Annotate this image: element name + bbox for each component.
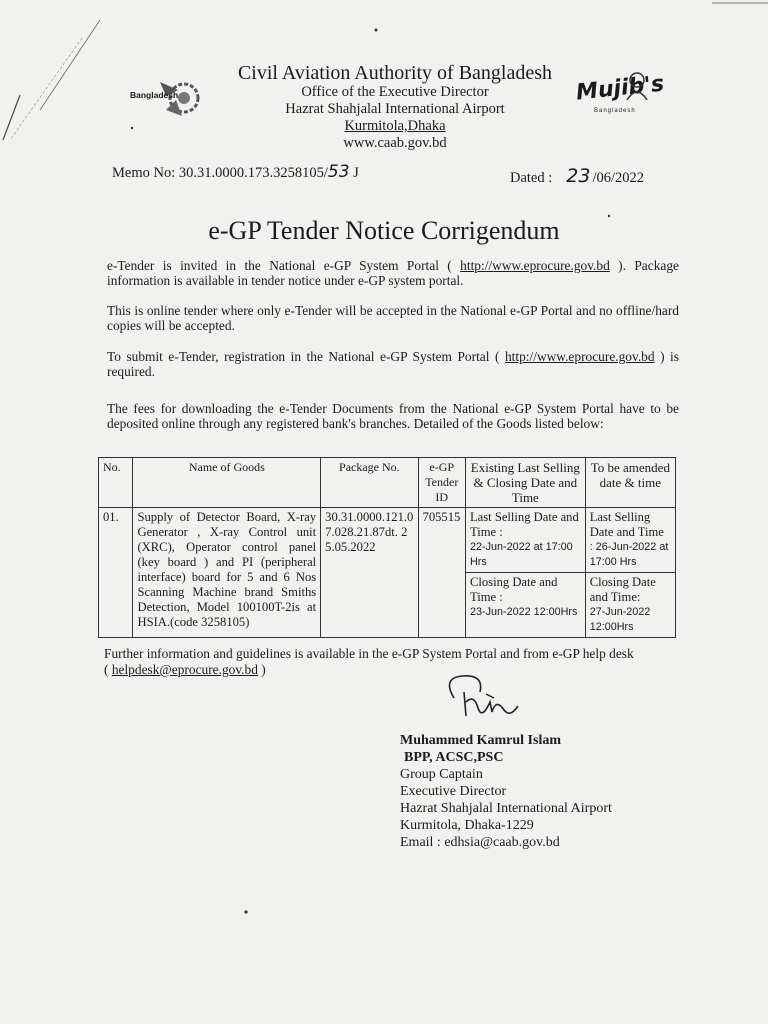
portal-link-2[interactable]: http://www.eprocure.gov.bd [504, 349, 655, 364]
cell-existing-selling [465, 508, 585, 573]
signer-credentials: BPP, ACSC,PSC [404, 750, 504, 765]
existing-closing-label: Closing Date and Time : [469, 575, 558, 604]
cell-no: 01. [99, 508, 133, 638]
airport-name: Hazrat Shahjalal International Airport [285, 101, 505, 117]
signer-position: Executive Director [400, 784, 507, 799]
amended-selling-label: Last Selling Date and Time [589, 510, 664, 539]
p1-text-a: e-Tender is invited in the National e-GP System Portal ( [107, 258, 452, 273]
table-header-row [99, 458, 676, 508]
paragraph-fees: The fees for downloading the e-Tender Documents from the National e-GP System Portal have to be deposited online through any registered bank's branches. Detailed of the Goods listed below: [107, 401, 679, 431]
portrait-icon [624, 70, 650, 100]
header-existing: Existing Last Selling & Closing Date and Time [465, 458, 585, 508]
goods-table [98, 457, 676, 638]
amended-selling-value: : 26-Jun-2022 at 17:00 Hrs [589, 541, 669, 568]
date-handwritten: 23 [566, 165, 591, 187]
further-open: ( [104, 662, 109, 677]
logo-right-sub: Bangladesh [594, 108, 636, 114]
cell-existing-closing [465, 573, 585, 638]
location: Kurmitola,Dhaka [344, 118, 446, 134]
signer-block [400, 732, 612, 851]
amended-closing-value: 27-Jun-2022 12:00Hrs [589, 606, 651, 633]
header-amended: To be amended date & time [585, 458, 675, 508]
paragraph-registration [107, 349, 679, 379]
office-name: Office of the Executive Director [301, 84, 489, 100]
signer-address: Kurmitola, Dhaka-1229 [400, 818, 534, 833]
cell-package: 30.31.0000.121.07.028.21.87dt. 25.05.2022 [321, 508, 418, 638]
further-close: ) [261, 662, 266, 677]
header-tender-id: e-GP Tender ID [418, 458, 465, 508]
cell-name: Supply of Detector Board, X-ray Generator , X-ray Control unit (XRC), Operator control panel (key board ) and PI (peripheral interface) board for 5 and 6 Nos Scanning Machine brand Smiths Detection, Model 100100T-2is at HSIA.(code 3258105) [133, 508, 321, 638]
signer-rank: Group Captain [400, 767, 483, 782]
helpdesk-email-link[interactable]: helpdesk@eprocure.gov.bd [111, 662, 258, 677]
cell-amended-closing [585, 573, 675, 638]
caab-logo [126, 70, 216, 126]
notice-title: e-GP Tender Notice Corrigendum [208, 216, 560, 245]
mujib-logo [572, 70, 666, 122]
signer-name: Muhammed Kamrul Islam [400, 733, 561, 748]
existing-closing-value: 23-Jun-2022 12:00Hrs [469, 606, 578, 618]
paragraph-online-only: This is online tender where only e-Tender will be accepted in the National e-GP Portal and no offline/hard copies will be accepted. [107, 303, 679, 333]
header-no: No. [99, 458, 133, 508]
memo-line [112, 162, 359, 182]
dated-line [510, 165, 644, 187]
header-name: Name of Goods [133, 458, 321, 508]
p3-text-a: To submit e-Tender, registration in the National e-GP System Portal ( [107, 349, 500, 364]
logo-left-text: Bangladesh [130, 90, 179, 100]
existing-selling-label: Last Selling Date and Time : [469, 510, 579, 539]
header-package: Package No. [321, 458, 418, 508]
cell-tender-id: 705515 [418, 508, 465, 638]
existing-selling-value: 22-Jun-2022 at 17:00 Hrs [469, 541, 573, 568]
org-name: Civil Aviation Authority of Bangladesh [237, 62, 553, 84]
p1-text-b: ). Package information is available in tender notice under e-GP system portal. [107, 258, 679, 288]
paragraph-portal [107, 258, 679, 288]
portal-link-1[interactable]: http://www.eprocure.gov.bd [460, 258, 610, 273]
further-text: Further information and guidelines is available in the e-GP System Portal and from e-GP help desk [104, 646, 634, 661]
website-link[interactable]: www.caab.gov.bd [343, 135, 447, 151]
date-rest: /06/2022 [592, 170, 645, 186]
further-info [104, 646, 684, 678]
memo-suffix: J [353, 165, 359, 181]
signer-airport: Hazrat Shahjalal International Airport [400, 801, 612, 816]
signer-email: Email : edhsia@caab.gov.bd [400, 835, 560, 850]
p3-text-b: ) is required. [107, 349, 679, 379]
signature [434, 668, 544, 728]
dated-label: Dated : [510, 170, 553, 186]
memo-label: Memo No: 30.31.0000.173.3258105/ [112, 165, 328, 181]
cell-amended-selling [585, 508, 675, 573]
memo-handwritten: 53 [327, 162, 350, 182]
amended-closing-label: Closing Date and Time: [589, 575, 656, 604]
table-row [99, 508, 676, 573]
logo-right-text: Mujib's [574, 71, 666, 106]
